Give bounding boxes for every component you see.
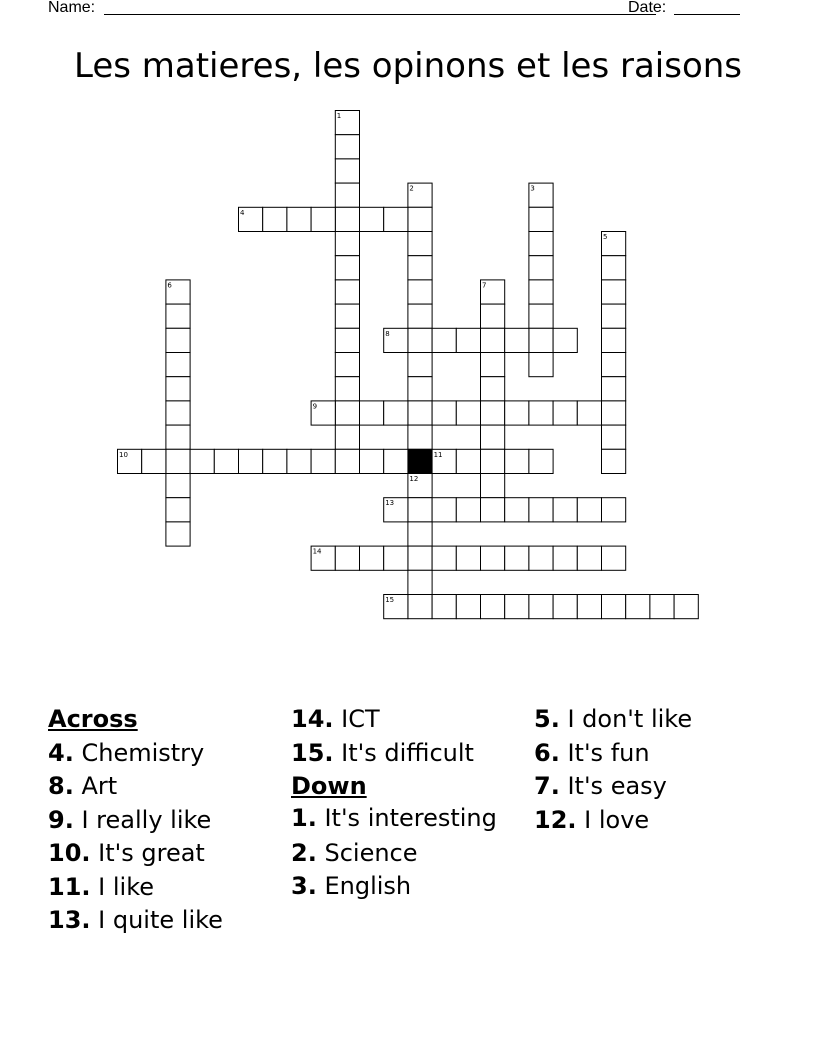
- grid-cell[interactable]: [190, 449, 214, 473]
- clue-number: 6.: [534, 738, 560, 767]
- grid-cell[interactable]: [360, 207, 384, 231]
- clue-down-5: [534, 703, 774, 737]
- grid-cell[interactable]: [553, 498, 577, 522]
- clue-text: I love: [584, 805, 650, 834]
- grid-cell[interactable]: [505, 449, 529, 473]
- grid-cell[interactable]: [408, 401, 432, 425]
- grid-cell[interactable]: [481, 449, 505, 473]
- grid-cell[interactable]: [408, 256, 432, 280]
- grid-cell[interactable]: [360, 449, 384, 473]
- grid-cell[interactable]: [456, 449, 480, 473]
- grid-cell[interactable]: [335, 377, 359, 401]
- grid-cell[interactable]: [408, 425, 432, 449]
- grid-cell[interactable]: [166, 474, 190, 498]
- grid-cell[interactable]: [481, 304, 505, 328]
- grid-cell[interactable]: [529, 546, 553, 570]
- grid-cell[interactable]: [529, 280, 553, 304]
- grid-cell[interactable]: [408, 498, 432, 522]
- grid-cell[interactable]: [335, 256, 359, 280]
- grid-cell[interactable]: [335, 546, 359, 570]
- grid-cell[interactable]: [166, 401, 190, 425]
- grid-cell[interactable]: [287, 449, 311, 473]
- grid-cell[interactable]: [529, 353, 553, 377]
- clues-column-3: [534, 703, 774, 837]
- clue-number: 13.: [48, 906, 91, 934]
- clue-text: I like: [98, 872, 155, 901]
- grid-cell[interactable]: [577, 546, 601, 570]
- grid-cell[interactable]: [602, 353, 626, 377]
- grid-cell[interactable]: [602, 256, 626, 280]
- grid-cell[interactable]: [602, 401, 626, 425]
- grid-cell[interactable]: [456, 498, 480, 522]
- grid-cell[interactable]: [311, 207, 335, 231]
- cell-number-4: 4: [240, 208, 245, 217]
- clues-column-1: [48, 703, 288, 938]
- grid-cell[interactable]: [335, 425, 359, 449]
- grid-cell[interactable]: [650, 595, 674, 619]
- grid-cell[interactable]: [529, 328, 553, 352]
- grid-cell[interactable]: [408, 304, 432, 328]
- grid-cell[interactable]: [408, 280, 432, 304]
- grid-cell[interactable]: [481, 546, 505, 570]
- clue-number: 10.: [48, 839, 91, 867]
- clue-text: English: [324, 872, 412, 900]
- grid-cell[interactable]: [166, 353, 190, 377]
- clue-number: 14.: [291, 705, 334, 733]
- grid-cell[interactable]: [529, 304, 553, 328]
- grid-cell[interactable]: [553, 546, 577, 570]
- grid-cell[interactable]: [214, 449, 238, 473]
- clue-text: It's fun: [567, 738, 650, 767]
- grid-cell[interactable]: [287, 207, 311, 231]
- clue-text: ICT: [341, 705, 380, 733]
- grid-cell[interactable]: [335, 353, 359, 377]
- grid-cell[interactable]: [335, 135, 359, 159]
- grid-cell[interactable]: [456, 401, 480, 425]
- grid-cell[interactable]: [553, 595, 577, 619]
- grid-cell[interactable]: [529, 498, 553, 522]
- grid-cell[interactable]: [408, 595, 432, 619]
- grid-cell[interactable]: [432, 328, 456, 352]
- clue-across-13: [48, 904, 288, 938]
- clue-across-10: [48, 837, 288, 871]
- grid-cell[interactable]: [602, 449, 626, 473]
- cell-number-13: 13: [385, 499, 395, 508]
- clue-number: 4.: [48, 738, 74, 767]
- grid-cell[interactable]: [166, 449, 190, 473]
- black-cell: [408, 449, 432, 473]
- grid-cell[interactable]: [481, 328, 505, 352]
- grid-cell[interactable]: [505, 498, 529, 522]
- grid-cell[interactable]: [577, 401, 601, 425]
- clue-text: I quite like: [98, 906, 223, 934]
- clue-number: 11.: [48, 872, 91, 901]
- grid-cell[interactable]: [505, 546, 529, 570]
- grid-cell[interactable]: [263, 449, 287, 473]
- grid-cell[interactable]: [408, 570, 432, 594]
- clue-number: 9.: [48, 805, 74, 834]
- grid-cell[interactable]: [456, 595, 480, 619]
- grid-cell[interactable]: [481, 377, 505, 401]
- grid-cell[interactable]: [529, 449, 553, 473]
- page-title: Les matieres, les opinons et les raisons: [73, 46, 743, 86]
- grid-cell[interactable]: [166, 328, 190, 352]
- grid-cell[interactable]: [335, 183, 359, 207]
- cell-number-6: 6: [167, 281, 172, 290]
- clue-number: 15.: [291, 738, 334, 767]
- grid-cell[interactable]: [166, 522, 190, 546]
- clue-text: It's interesting: [324, 803, 497, 832]
- clue-across-14: [291, 703, 531, 737]
- clue-down-2: [291, 837, 531, 871]
- grid-cell[interactable]: [408, 207, 432, 231]
- grid-cell[interactable]: [335, 304, 359, 328]
- grid-cell[interactable]: [505, 328, 529, 352]
- cell-number-9: 9: [312, 402, 318, 411]
- down-heading: Down: [291, 772, 367, 800]
- grid-cell[interactable]: [166, 498, 190, 522]
- grid-cell[interactable]: [529, 232, 553, 256]
- cell-number-15: 15: [385, 596, 395, 604]
- grid-cell[interactable]: [408, 328, 432, 352]
- grid-cell[interactable]: [408, 546, 432, 570]
- grid-cell[interactable]: [335, 232, 359, 256]
- cell-number-3: 3: [530, 184, 535, 193]
- grid-cell[interactable]: [360, 546, 384, 570]
- grid-cell[interactable]: [408, 232, 432, 256]
- cell-number-2: 2: [409, 184, 414, 193]
- grid-cell[interactable]: [384, 449, 408, 473]
- clue-number: 3.: [291, 872, 317, 900]
- cell-number-5: 5: [603, 233, 608, 241]
- cell-number-14: 14: [312, 547, 322, 556]
- grid-cell[interactable]: [408, 522, 432, 546]
- clue-text: I don't like: [567, 705, 693, 733]
- grid-cell[interactable]: [166, 377, 190, 401]
- cell-number-11: 11: [433, 450, 443, 459]
- grid-cell[interactable]: [166, 304, 190, 328]
- grid-cell[interactable]: [505, 595, 529, 619]
- grid-cell[interactable]: [481, 401, 505, 425]
- clue-text: It's easy: [567, 772, 667, 800]
- grid-cell[interactable]: [602, 595, 626, 619]
- grid-cell[interactable]: [505, 401, 529, 425]
- cell-number-7: 7: [482, 281, 487, 290]
- grid-cell[interactable]: [674, 595, 698, 619]
- clue-number: 5.: [534, 705, 560, 733]
- grid-cell[interactable]: [432, 546, 456, 570]
- grid-cell[interactable]: [602, 304, 626, 328]
- grid-cell[interactable]: [481, 595, 505, 619]
- clue-number: 2.: [291, 838, 317, 867]
- grid-cell[interactable]: [432, 595, 456, 619]
- grid-cell[interactable]: [311, 449, 335, 473]
- grid-cell[interactable]: [142, 449, 166, 473]
- grid-cell[interactable]: [529, 256, 553, 280]
- grid-cell[interactable]: [481, 425, 505, 449]
- grid-cell[interactable]: [602, 328, 626, 352]
- grid-cell[interactable]: [456, 546, 480, 570]
- date-label: Date:: [628, 0, 667, 16]
- clue-across-15: [291, 737, 531, 771]
- grid-cell[interactable]: [335, 401, 359, 425]
- clues-column-2: [291, 703, 531, 904]
- cell-number-1: 1: [336, 112, 342, 120]
- grid-cell[interactable]: [384, 207, 408, 231]
- clue-text: It's difficult: [341, 738, 474, 767]
- grid-cell[interactable]: [360, 401, 384, 425]
- grid-cell[interactable]: [577, 498, 601, 522]
- clue-across-9: [48, 804, 288, 838]
- grid-cell[interactable]: [626, 595, 650, 619]
- cell-number-12: 12: [409, 475, 419, 483]
- grid-cell[interactable]: [602, 425, 626, 449]
- grid-cell[interactable]: [335, 328, 359, 352]
- grid-cell[interactable]: [239, 449, 263, 473]
- clue-number: 7.: [534, 772, 560, 800]
- grid-cell[interactable]: [481, 498, 505, 522]
- grid-cell[interactable]: [577, 595, 601, 619]
- clue-text: Chemistry: [81, 738, 205, 767]
- grid-cell[interactable]: [602, 498, 626, 522]
- grid-cell[interactable]: [408, 353, 432, 377]
- clue-text: I really like: [81, 805, 212, 834]
- clue-number: 8.: [48, 772, 74, 800]
- grid-cell[interactable]: [384, 401, 408, 425]
- clue-across-4: [48, 737, 288, 771]
- grid-cell[interactable]: [553, 401, 577, 425]
- grid-cell[interactable]: [432, 401, 456, 425]
- grid-cell[interactable]: [432, 498, 456, 522]
- clue-text: Science: [324, 838, 418, 867]
- grid-cell[interactable]: [529, 595, 553, 619]
- clue-down-7: [534, 770, 774, 804]
- across-heading: Across: [48, 705, 138, 733]
- grid-cell[interactable]: [602, 377, 626, 401]
- clue-down-6: [534, 737, 774, 771]
- grid-cell[interactable]: [384, 546, 408, 570]
- cell-number-8: 8: [385, 329, 390, 338]
- clue-across-8: [48, 770, 288, 804]
- grid-cell[interactable]: [408, 377, 432, 401]
- clue-across-11: [48, 871, 288, 905]
- grid-cell[interactable]: [481, 474, 505, 498]
- grid-cell[interactable]: [335, 449, 359, 473]
- grid-cell[interactable]: [335, 207, 359, 231]
- grid-cell[interactable]: [456, 328, 480, 352]
- grid-cell[interactable]: [481, 353, 505, 377]
- grid-cell[interactable]: [529, 207, 553, 231]
- grid-cell[interactable]: [263, 207, 287, 231]
- grid-cell[interactable]: [553, 328, 577, 352]
- grid-cell[interactable]: [335, 159, 359, 183]
- clue-down-1: [291, 804, 531, 832]
- cell-number-10: 10: [119, 450, 128, 459]
- grid-cell[interactable]: [335, 280, 359, 304]
- grid-cell[interactable]: [529, 401, 553, 425]
- clue-number: 12.: [534, 805, 577, 834]
- grid-cell[interactable]: [602, 280, 626, 304]
- grid-cell[interactable]: [602, 546, 626, 570]
- clue-down-3: [291, 870, 531, 904]
- clue-text: Art: [81, 772, 118, 800]
- clue-down-12: [534, 804, 774, 838]
- clue-number: 1.: [291, 803, 317, 832]
- name-label: Name:: [48, 0, 96, 16]
- grid-cell[interactable]: [166, 425, 190, 449]
- clue-text: It's great: [98, 839, 205, 867]
